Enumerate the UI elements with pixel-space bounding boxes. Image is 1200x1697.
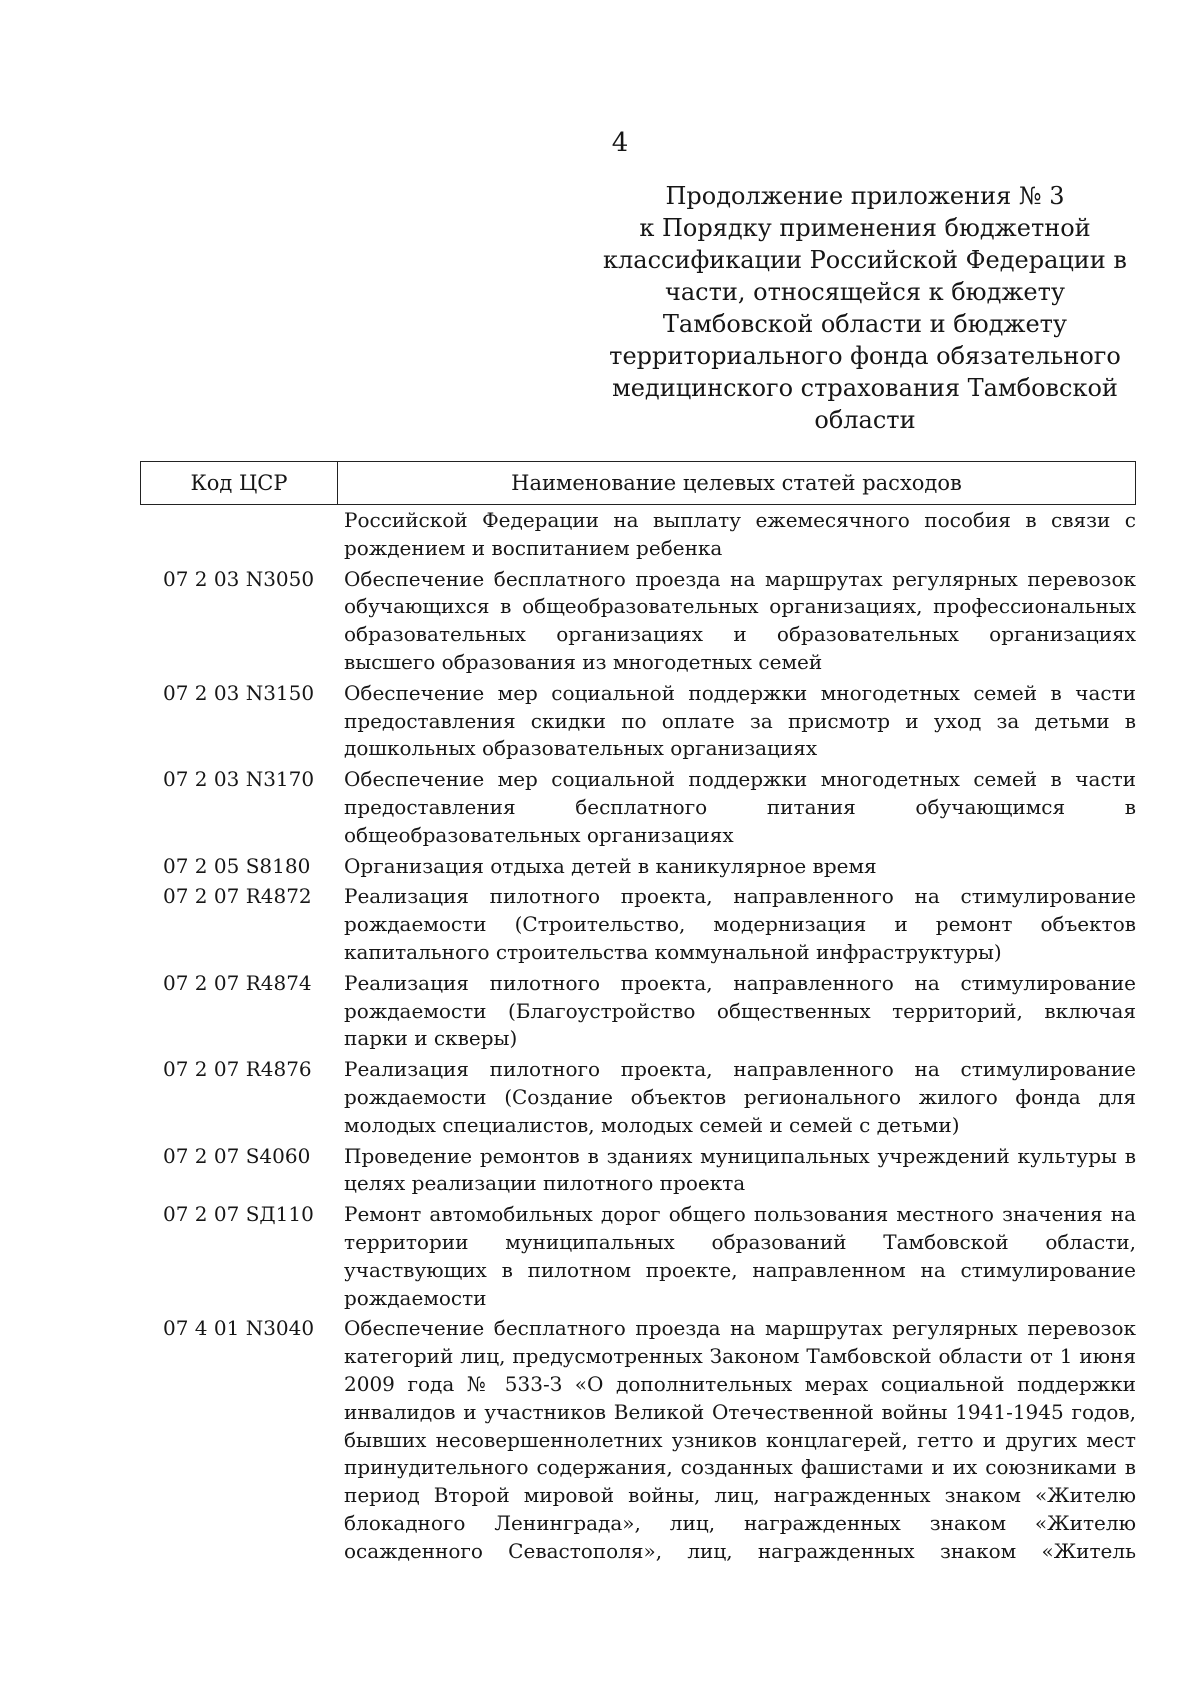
appendix-header-line: медицинского страхования Тамбовской — [612, 374, 1118, 402]
table-row — [150, 680, 1136, 763]
row-code: 07 2 07 SД110 — [163, 1202, 314, 1227]
row-name: Обеспечение мер социальной поддержки многодетных семей в части предоставления скидки по оплате за присмотр и уход за детьми в дошкольных образовательных организациях — [344, 680, 1136, 761]
table-row — [150, 1201, 1136, 1312]
row-name: Обеспечение бесплатного проезда на маршрутах регулярных перевозок обучающихся в общеобразовательных организациях, профессиональных образовательных организациях и образовательных организациях высшего образования из многодетных семей — [344, 566, 1136, 674]
column-header-code: Код ЦСР — [141, 462, 338, 504]
table-body — [150, 507, 1136, 1568]
table-row — [150, 766, 1136, 849]
row-code: 07 2 03 N3050 — [163, 566, 315, 591]
column-header-name: Наименование целевых статей расходов — [511, 471, 962, 495]
appendix-header-line: к Порядку применения бюджетной — [639, 214, 1091, 242]
appendix-header-line: области — [814, 406, 916, 434]
row-code: 07 4 01 N3040 — [163, 1316, 315, 1341]
page-number: 4 — [611, 128, 629, 158]
row-code — [150, 507, 344, 563]
appendix-header-line: территориального фонда обязательного — [609, 342, 1121, 370]
row-name: Реализация пилотного проекта, направленного на стимулирование рождаемости (Благоустройство общественных территорий, включая парки и скверы) — [344, 970, 1136, 1051]
table-row — [150, 1143, 1136, 1199]
appendix-header-line: части, относящейся к бюджету — [664, 278, 1066, 306]
row-name: Обеспечение мер социальной поддержки многодетных семей в части предоставления бесплатного питания обучающимся в общеобразовательных организациях — [344, 767, 1136, 847]
row-code: 07 2 07 R4872 — [163, 884, 312, 909]
row-name: Обеспечение бесплатного проезда на маршрутах регулярных перевозок категорий лиц, предусмотренных Законом Тамбовской области от 1 июня 2009 года № 533-З «О дополнительных мерах социальной поддержки инвалидов и участников Великой Отечественной войны 1941-1945 годов, бывших несовершеннолетних узников концлагерей, гетто и других мест принудительного содержания, созданных фашистами и их союзниками в период Второй мировой войны, лиц, награжденных знаком «Жителю блокадного Ленинграда», лиц, награжденных знаком «Жителю осажденного Севастополя», лиц, награжденных знаком «Житель — [344, 1316, 1136, 1563]
appendix-header — [590, 180, 1140, 436]
appendix-header-line: Продолжение приложения № 3 — [665, 182, 1065, 210]
appendix-header-line: классификации Российской Федерации в — [603, 246, 1127, 274]
row-code: 07 2 07 S4060 — [163, 1143, 311, 1168]
row-name: Проведение ремонтов в зданиях муниципальных учреждений культуры в целях реализации пилотного проекта — [344, 1143, 1136, 1196]
table-row — [150, 566, 1136, 677]
table-row — [150, 1315, 1136, 1565]
row-name: Российской Федерации на выплату ежемесячного пособия в связи с рождением и воспитанием ребенка — [344, 508, 1136, 560]
row-code: 07 2 05 S8180 — [163, 853, 311, 878]
appendix-header-line: Тамбовской области и бюджету — [662, 310, 1068, 338]
row-code: 07 2 07 R4874 — [163, 970, 312, 995]
row-code: 07 2 07 R4876 — [163, 1057, 312, 1082]
table-row — [150, 507, 1136, 563]
row-code: 07 2 03 N3150 — [163, 680, 315, 705]
row-code: 07 2 03 N3170 — [163, 767, 315, 792]
table-row — [150, 970, 1136, 1053]
row-name: Организация отдыха детей в каникулярное время — [344, 853, 877, 878]
row-name: Реализация пилотного проекта, направленного на стимулирование рождаемости (Строительство, модернизация и ремонт объектов капитального строительства коммунальной инфраструктуры) — [344, 884, 1136, 964]
row-name: Ремонт автомобильных дорог общего пользования местного значения на территории муниципальных образований Тамбовской области, участвующих в пилотном проекте, направленном на стимулирование рождаемости — [344, 1202, 1136, 1310]
table-row — [150, 883, 1136, 966]
table-row — [150, 853, 1136, 881]
row-name: Реализация пилотного проекта, направленного на стимулирование рождаемости (Создание объектов регионального жилого фонда для молодых специалистов, молодых семей и семей с детьми) — [344, 1057, 1136, 1137]
table-header — [140, 461, 1136, 505]
table-row — [150, 1056, 1136, 1139]
